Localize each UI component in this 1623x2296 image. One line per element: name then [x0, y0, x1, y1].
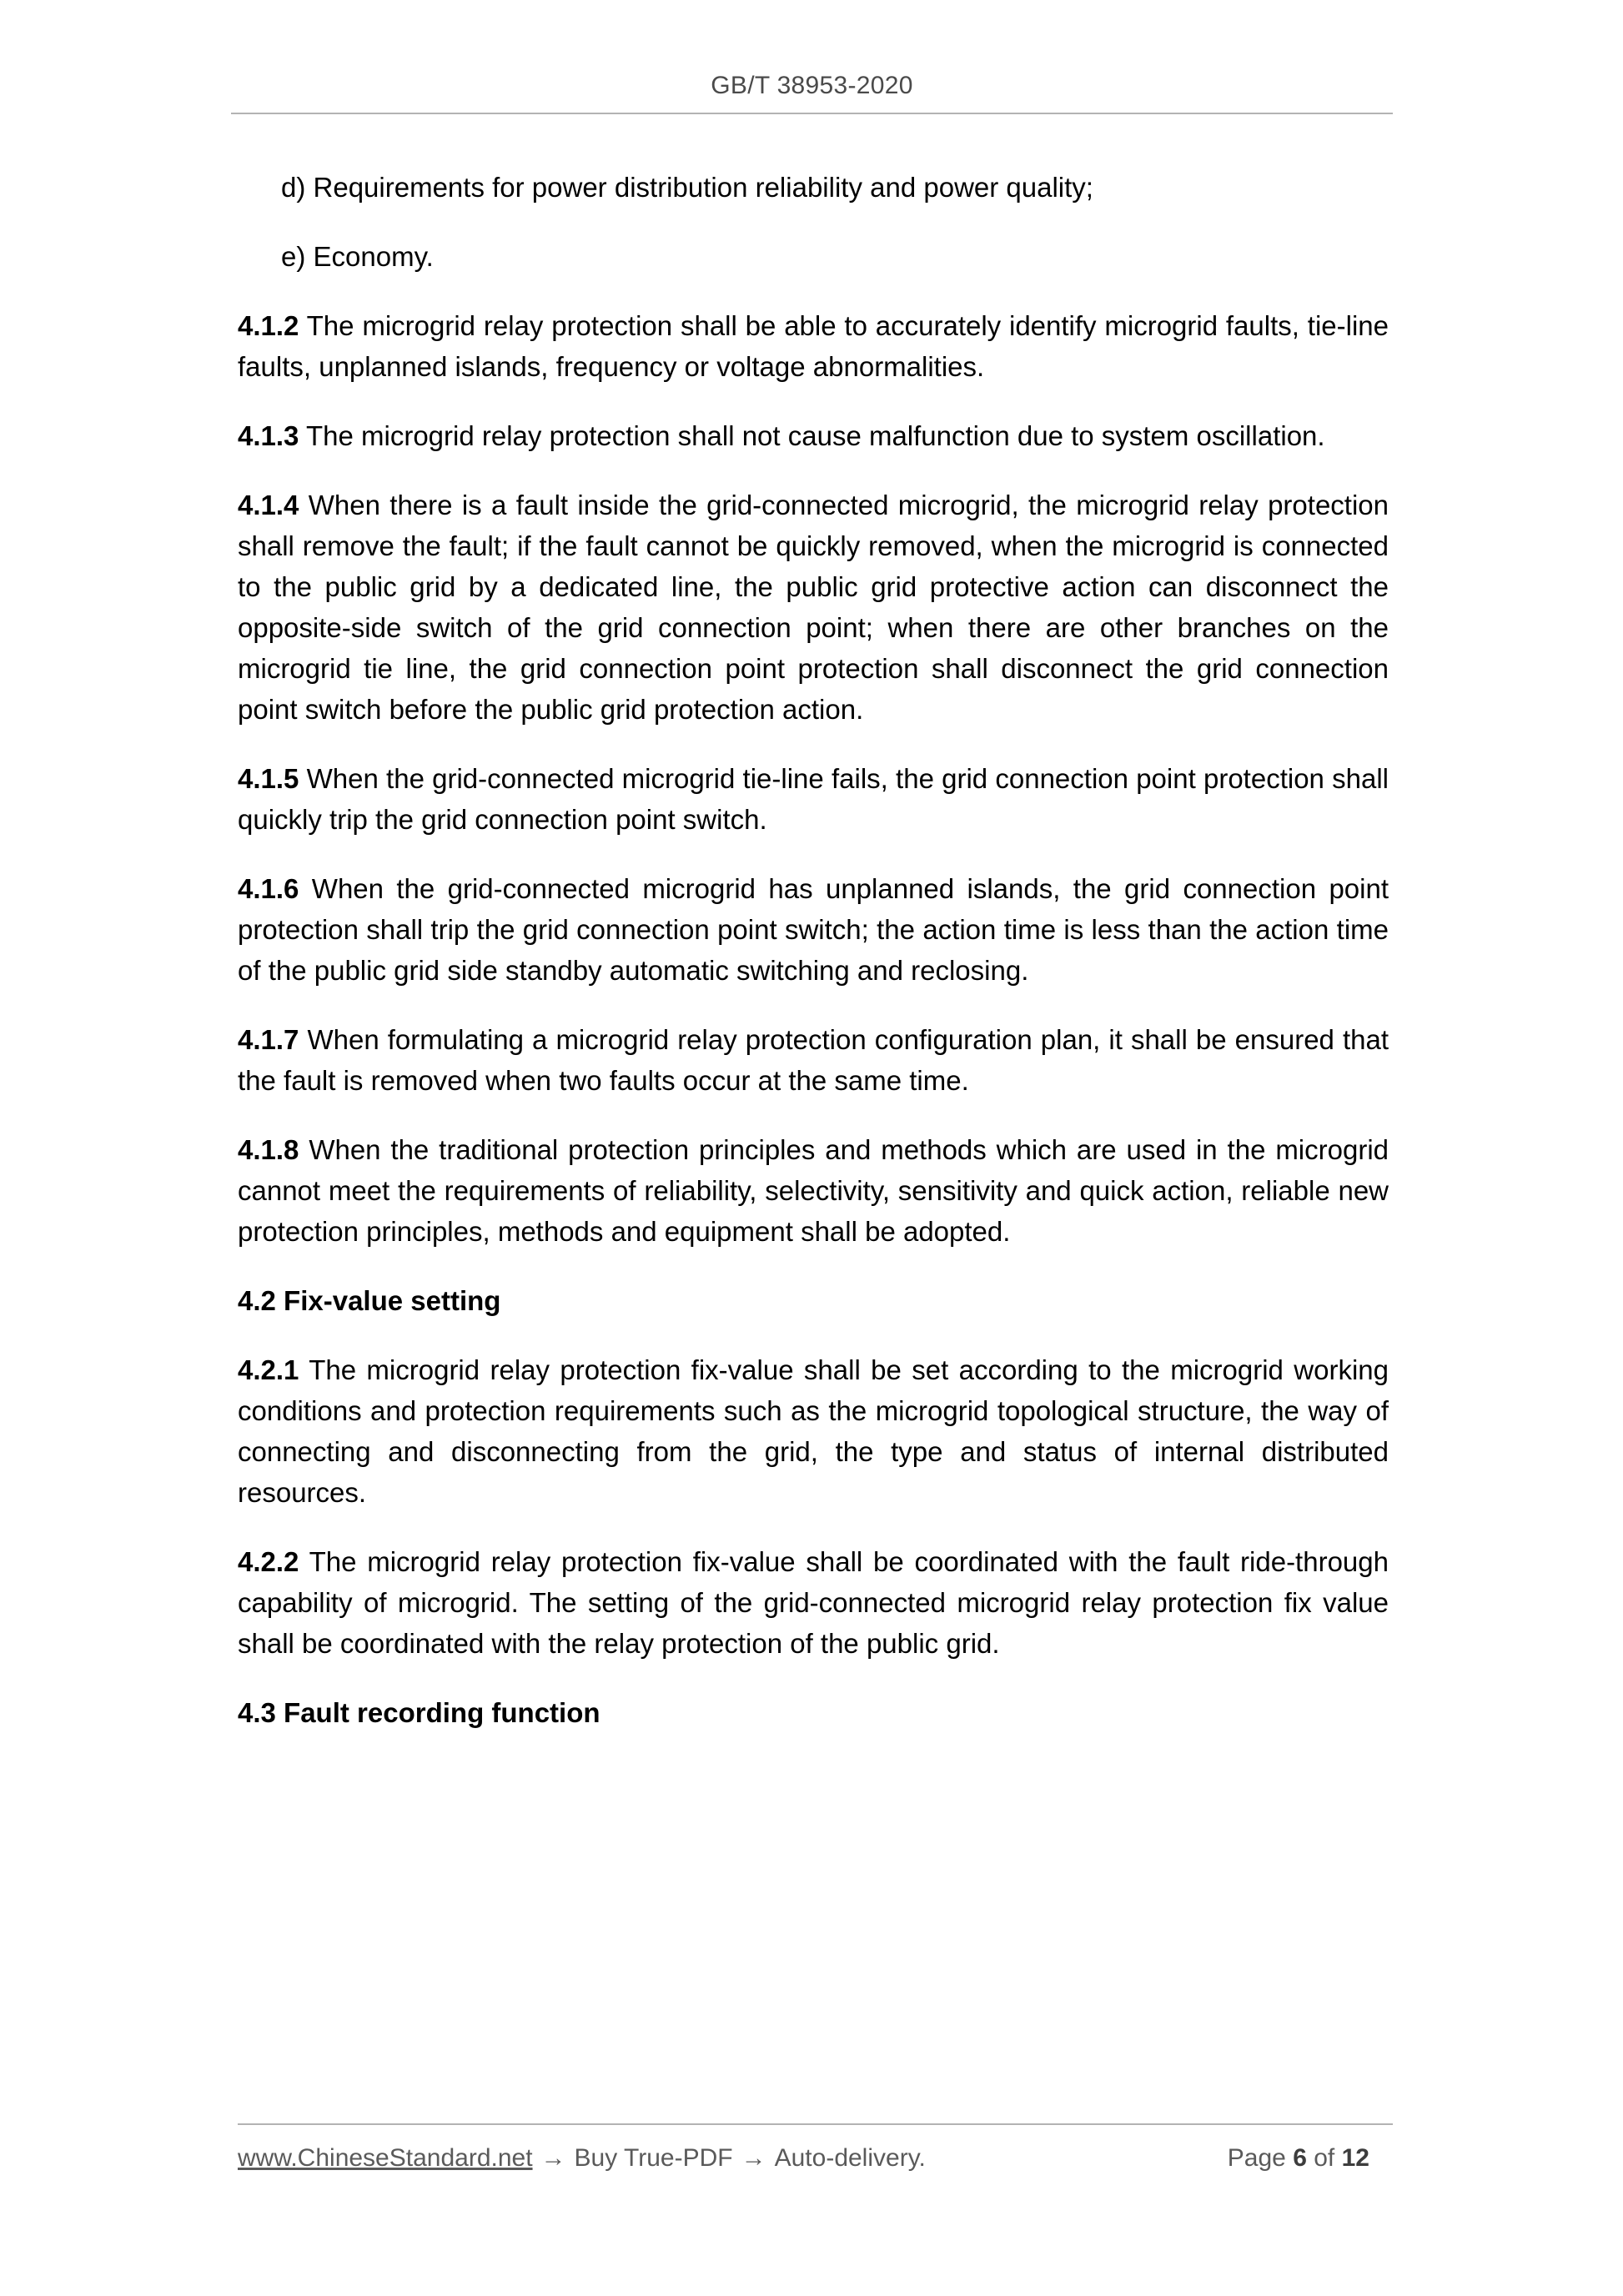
header-divider	[231, 113, 1393, 114]
clause-number: 4.1.4	[238, 490, 299, 520]
page-word: Page	[1227, 2144, 1286, 2172]
clause-paragraph	[238, 868, 1389, 991]
clause-number: 4.2.1	[238, 1354, 299, 1385]
clause-paragraph	[238, 1129, 1389, 1252]
clause-number: 4.1.8	[238, 1134, 299, 1165]
clause-number: 4.1.3	[238, 420, 299, 451]
clause-paragraph	[238, 1019, 1389, 1101]
clause-number: 4.1.2	[238, 310, 299, 341]
page-number: 6	[1293, 2144, 1307, 2172]
clause-text: When the traditional protection principles and methods which are used in the microgrid cannot meet the requirements of reliability, selectivity, sensitivity and quick action, reliable new protection principles, methods and equipment shall be adopted.	[238, 1134, 1389, 1247]
clause-text: When formulating a microgrid relay protection configuration plan, it shall be ensured that the fault is removed when two faults occur at the same time.	[238, 1024, 1389, 1096]
page-footer	[238, 2123, 1393, 2173]
standard-number-title: GB/T 38953-2020	[711, 72, 913, 99]
page-total: 12	[1341, 2144, 1369, 2172]
clause-text: The microgrid relay protection fix-value shall be set according to the microgrid working conditions and protection requirements such as the microgrid topological structure, the way of connecting and disconnecting from the grid, the type and status of internal distributed resources.	[238, 1354, 1389, 1508]
auto-delivery-label: Auto-delivery.	[774, 2144, 926, 2172]
section-heading: 4.3 Fault recording function	[238, 1697, 600, 1728]
list-item: d) Requirements for power distribution reliability and power quality;	[281, 172, 1093, 203]
clause-paragraph	[238, 1541, 1389, 1664]
clause-text: When the grid-connected microgrid tie-line fails, the grid connection point protection shall quickly trip the grid connection point switch.	[238, 763, 1389, 835]
clause-text: When there is a fault inside the grid-connected microgrid, the microgrid relay protection shall remove the fault; if the fault cannot be quickly removed, when the microgrid is connected to the public grid by a dedicated line, the public grid protective action can disconnect the opposite-side switch of the grid connection point; when there are other branches on the microgrid tie line, the grid connection point protection shall disconnect the grid connection point switch before the public grid protection action.	[238, 490, 1389, 725]
footer-divider	[238, 2123, 1393, 2125]
clause-number: 4.1.5	[238, 763, 299, 794]
clause-paragraph	[238, 485, 1389, 730]
clause-number: 4.1.6	[238, 873, 299, 904]
of-word: of	[1314, 2144, 1335, 2172]
footer-row	[238, 2143, 1393, 2173]
list-item: e) Economy.	[281, 241, 434, 272]
page-indicator	[1228, 2143, 1393, 2173]
document-body	[238, 167, 1389, 1761]
clause-paragraph	[238, 305, 1389, 387]
section-heading: 4.2 Fix-value setting	[238, 1285, 501, 1316]
arrow-right-icon-2: →	[741, 2144, 766, 2172]
clause-paragraph	[238, 758, 1389, 840]
clause-paragraph	[238, 1349, 1389, 1513]
clause-number: 4.1.7	[238, 1024, 299, 1055]
chinesestandard-link[interactable]: www.ChineseStandard.net	[238, 2144, 533, 2172]
clause-text: The microgrid relay protection shall not cause malfunction due to system oscillation.	[305, 420, 1325, 451]
page-header	[231, 72, 1393, 114]
clause-text: The microgrid relay protection shall be able to accurately identify microgrid faults, tie-line faults, unplanned islands, frequency or voltage abnormalities.	[238, 310, 1389, 382]
clause-text: When the grid-connected microgrid has unplanned islands, the grid connection point protection shall trip the grid connection point switch; the action time is less than the action time of the public grid side standby automatic switching and reclosing.	[238, 873, 1389, 986]
clause-number: 4.2.2	[238, 1546, 299, 1577]
footer-promo	[238, 2143, 926, 2173]
clause-text: The microgrid relay protection fix-value shall be coordinated with the fault ride-through capability of microgrid. The setting of the grid-connected microgrid relay protection fix value shall be coordinated with the relay protection of the public grid.	[238, 1546, 1389, 1659]
clause-paragraph	[238, 415, 1389, 456]
buy-true-pdf-label: Buy True-PDF	[574, 2144, 733, 2172]
arrow-right-icon: →	[540, 2144, 566, 2172]
